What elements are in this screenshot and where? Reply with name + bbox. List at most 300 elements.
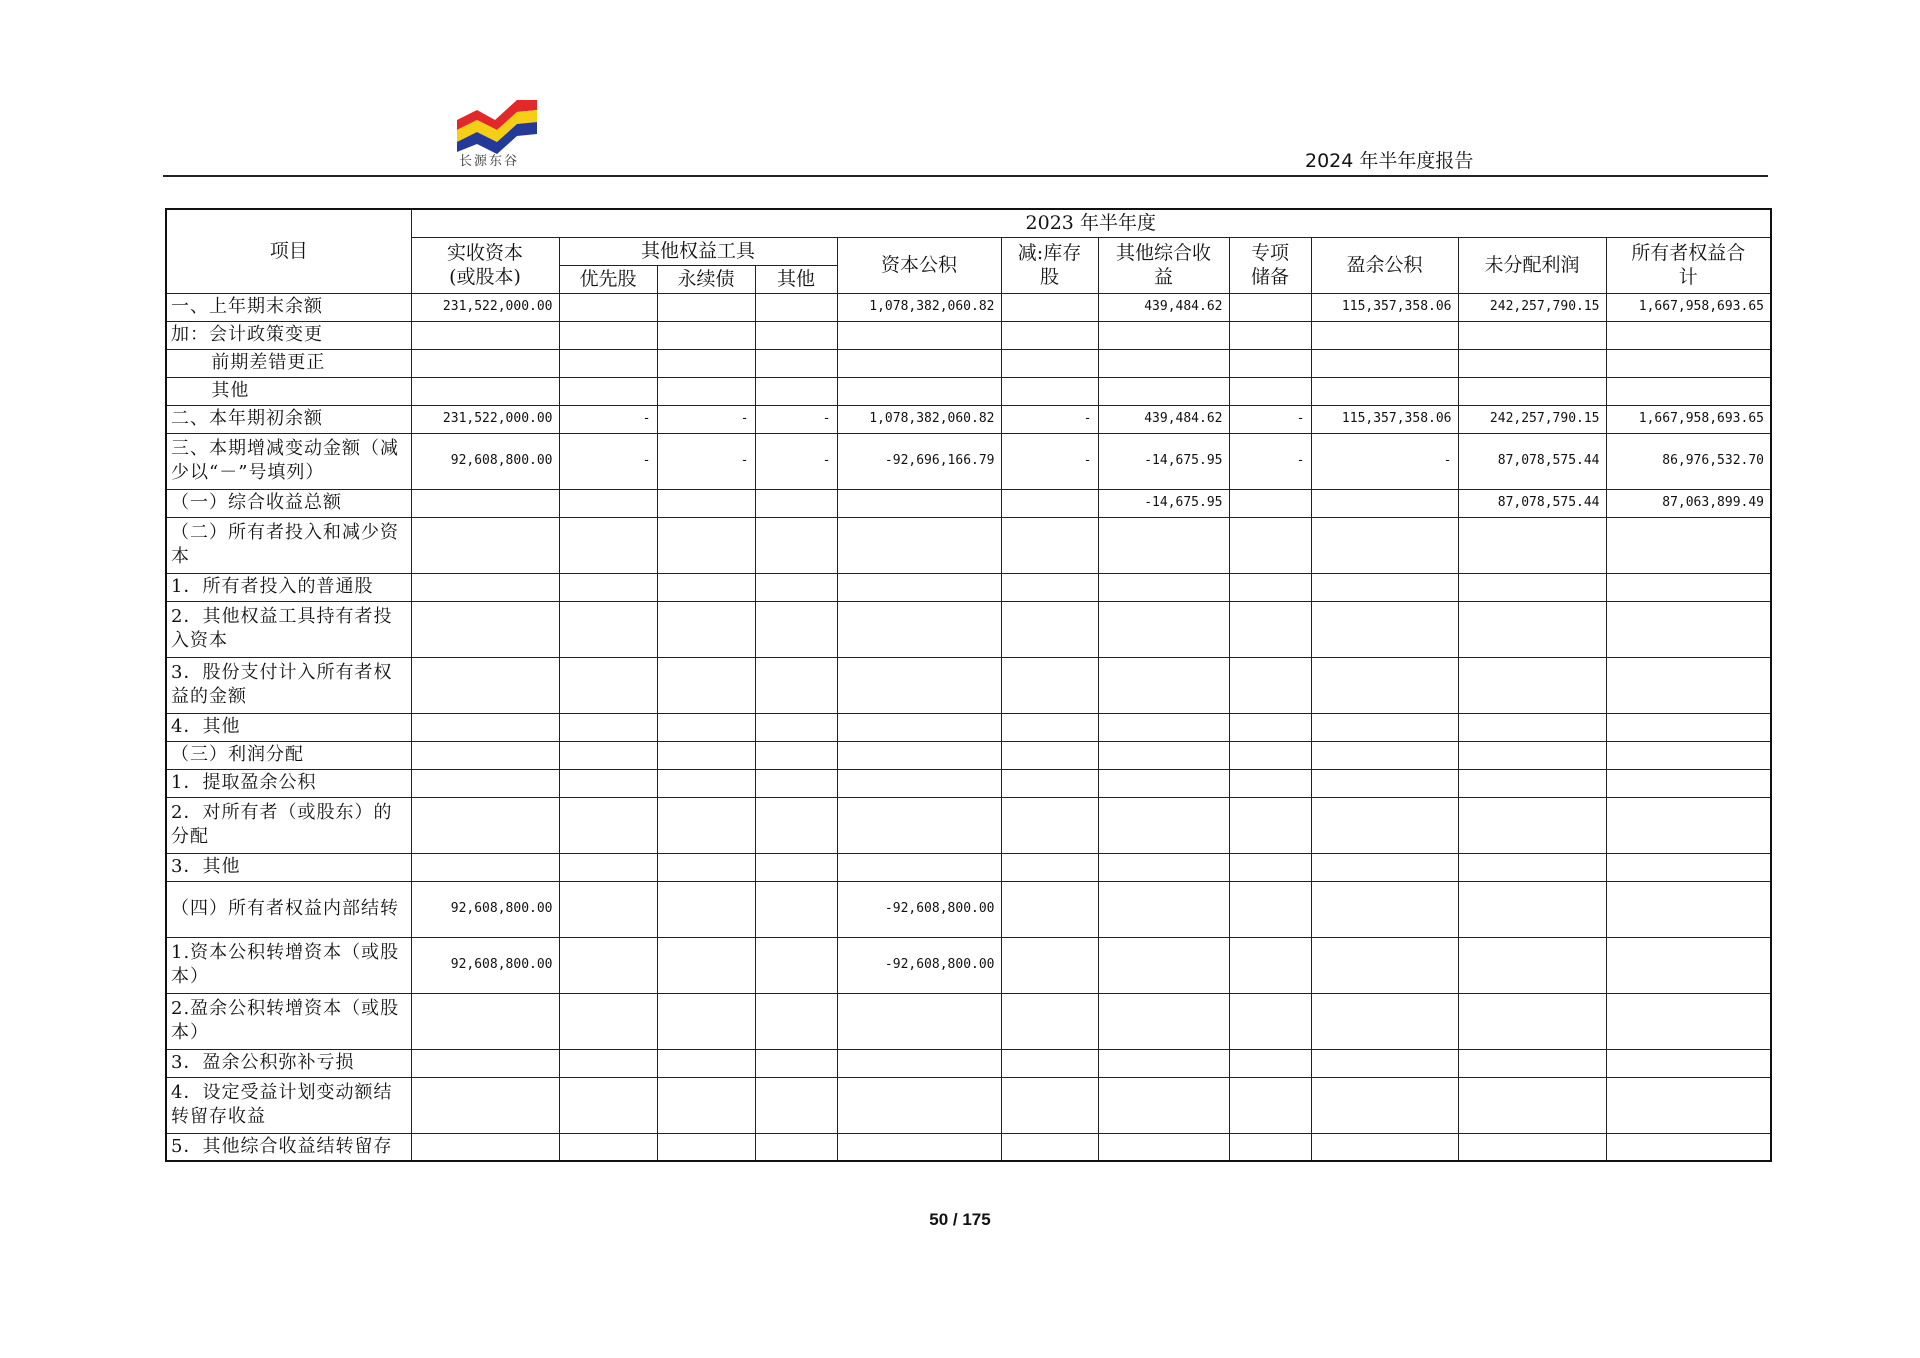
value-cell — [657, 881, 755, 937]
value-cell — [657, 377, 755, 405]
value-cell — [1311, 881, 1458, 937]
value-cell — [1001, 881, 1098, 937]
value-cell — [837, 573, 1001, 601]
value-cell: -92,608,800.00 — [837, 937, 1001, 993]
col-header-other-tool: 其他 — [755, 265, 837, 293]
table-row — [166, 377, 1771, 405]
value-cell — [1001, 321, 1098, 349]
value-cell — [1606, 713, 1771, 741]
value-cell — [1458, 741, 1606, 769]
row-label: 前期差错更正 — [166, 349, 411, 377]
table-row — [166, 349, 1771, 377]
value-cell — [559, 797, 657, 853]
value-cell — [559, 937, 657, 993]
value-cell — [1311, 321, 1458, 349]
value-cell — [411, 797, 559, 853]
equity-change-statement-table — [165, 208, 1772, 1162]
value-cell — [559, 377, 657, 405]
row-label: 4．其他 — [166, 713, 411, 741]
value-cell — [411, 1049, 559, 1077]
table-row — [166, 993, 1771, 1049]
value-cell — [1229, 573, 1311, 601]
value-cell — [1229, 713, 1311, 741]
row-label: 三、本期增减变动金额（减少以“－”号填列） — [166, 433, 411, 489]
value-cell — [559, 489, 657, 517]
value-cell — [755, 993, 837, 1049]
value-cell — [1098, 797, 1229, 853]
value-cell: 92,608,800.00 — [411, 433, 559, 489]
value-cell — [1098, 769, 1229, 797]
row-label: 1．所有者投入的普通股 — [166, 573, 411, 601]
value-cell — [1098, 349, 1229, 377]
value-cell — [1001, 853, 1098, 881]
value-cell — [755, 657, 837, 713]
value-cell — [1606, 881, 1771, 937]
row-label: （三）利润分配 — [166, 741, 411, 769]
value-cell: - — [657, 405, 755, 433]
value-cell — [837, 489, 1001, 517]
value-cell — [1229, 769, 1311, 797]
value-cell — [1458, 993, 1606, 1049]
value-cell — [755, 1133, 837, 1161]
value-cell — [1458, 377, 1606, 405]
row-label: 5．其他综合收益结转留存 — [166, 1133, 411, 1161]
value-cell: 115,357,358.06 — [1311, 405, 1458, 433]
table-row — [166, 713, 1771, 741]
row-label: 2．对所有者（或股东）的分配 — [166, 797, 411, 853]
value-cell: 87,078,575.44 — [1458, 489, 1606, 517]
value-cell — [1229, 377, 1311, 405]
value-cell: 242,257,790.15 — [1458, 293, 1606, 321]
value-cell — [755, 769, 837, 797]
value-cell: 86,976,532.70 — [1606, 433, 1771, 489]
value-cell — [1001, 937, 1098, 993]
value-cell: - — [559, 433, 657, 489]
row-label: （二）所有者投入和减少资本 — [166, 517, 411, 573]
value-cell — [1311, 601, 1458, 657]
value-cell — [1229, 1133, 1311, 1161]
value-cell — [559, 993, 657, 1049]
value-cell — [1098, 377, 1229, 405]
value-cell — [1311, 741, 1458, 769]
value-cell — [1311, 797, 1458, 853]
value-cell — [1098, 713, 1229, 741]
col-header-oci: 其他综合收 益 — [1098, 237, 1229, 293]
value-cell — [411, 489, 559, 517]
value-cell — [837, 601, 1001, 657]
value-cell — [1458, 1077, 1606, 1133]
value-cell — [837, 377, 1001, 405]
value-cell — [1001, 1133, 1098, 1161]
value-cell — [1606, 517, 1771, 573]
value-cell — [1458, 937, 1606, 993]
value-cell — [755, 349, 837, 377]
value-cell — [657, 993, 755, 1049]
value-cell — [1001, 601, 1098, 657]
value-cell — [1311, 1133, 1458, 1161]
row-label: 4．设定受益计划变动额结转留存收益 — [166, 1077, 411, 1133]
value-cell — [1458, 349, 1606, 377]
value-cell — [1001, 657, 1098, 713]
value-cell — [411, 377, 559, 405]
table-row — [166, 937, 1771, 993]
value-cell — [1229, 1049, 1311, 1077]
row-label: 加：会计政策变更 — [166, 321, 411, 349]
value-cell — [1001, 489, 1098, 517]
value-cell — [1458, 881, 1606, 937]
value-cell: - — [657, 433, 755, 489]
value-cell — [755, 741, 837, 769]
value-cell — [1001, 573, 1098, 601]
value-cell — [559, 573, 657, 601]
value-cell — [1606, 1077, 1771, 1133]
value-cell — [1606, 937, 1771, 993]
table-row — [166, 881, 1771, 937]
value-cell — [1458, 769, 1606, 797]
value-cell — [657, 293, 755, 321]
value-cell — [1311, 853, 1458, 881]
value-cell — [1229, 741, 1311, 769]
value-cell — [411, 349, 559, 377]
col-header-capital-reserve: 资本公积 — [837, 237, 1001, 293]
value-cell — [1001, 517, 1098, 573]
value-cell — [837, 657, 1001, 713]
logo-caption: 长源东谷 — [459, 154, 520, 169]
value-cell — [411, 657, 559, 713]
value-cell: 231,522,000.00 — [411, 293, 559, 321]
value-cell — [755, 489, 837, 517]
col-header-other-equity-tools: 其他权益工具 — [559, 237, 837, 265]
value-cell — [411, 573, 559, 601]
table-row — [166, 573, 1771, 601]
value-cell: 1,078,382,060.82 — [837, 405, 1001, 433]
header-divider — [163, 175, 1768, 177]
value-cell — [559, 657, 657, 713]
value-cell — [657, 601, 755, 657]
value-cell — [1229, 1077, 1311, 1133]
value-cell — [837, 741, 1001, 769]
value-cell: -14,675.95 — [1098, 489, 1229, 517]
value-cell — [559, 1133, 657, 1161]
value-cell — [657, 573, 755, 601]
value-cell: 439,484.62 — [1098, 405, 1229, 433]
value-cell — [1001, 769, 1098, 797]
value-cell — [1606, 741, 1771, 769]
value-cell — [1606, 1133, 1771, 1161]
value-cell — [1311, 349, 1458, 377]
value-cell: - — [1001, 405, 1098, 433]
value-cell — [657, 321, 755, 349]
row-label: （一）综合收益总额 — [166, 489, 411, 517]
value-cell: 1,078,382,060.82 — [837, 293, 1001, 321]
value-cell — [559, 517, 657, 573]
table-row — [166, 657, 1771, 713]
value-cell — [837, 713, 1001, 741]
value-cell: -14,675.95 — [1098, 433, 1229, 489]
value-cell: 92,608,800.00 — [411, 937, 559, 993]
col-header-perpetual: 永续债 — [657, 265, 755, 293]
table-row — [166, 797, 1771, 853]
value-cell — [1458, 797, 1606, 853]
table-row — [166, 741, 1771, 769]
value-cell — [755, 797, 837, 853]
value-cell — [755, 1077, 837, 1133]
value-cell — [657, 741, 755, 769]
value-cell: - — [755, 433, 837, 489]
value-cell — [1001, 1049, 1098, 1077]
value-cell — [1098, 573, 1229, 601]
value-cell — [411, 853, 559, 881]
row-label: 其他 — [166, 377, 411, 405]
col-header-treasury-stock: 减:库存 股 — [1001, 237, 1098, 293]
value-cell — [657, 713, 755, 741]
value-cell: - — [1229, 405, 1311, 433]
value-cell — [1001, 1077, 1098, 1133]
value-cell — [1606, 377, 1771, 405]
value-cell — [559, 1049, 657, 1077]
value-cell — [1098, 321, 1229, 349]
value-cell — [657, 853, 755, 881]
value-cell — [411, 517, 559, 573]
value-cell — [755, 377, 837, 405]
value-cell — [1229, 881, 1311, 937]
value-cell — [559, 601, 657, 657]
value-cell — [1001, 293, 1098, 321]
value-cell — [1098, 881, 1229, 937]
value-cell: - — [1311, 433, 1458, 489]
value-cell — [1458, 1133, 1606, 1161]
value-cell — [1606, 601, 1771, 657]
table-row — [166, 293, 1771, 321]
value-cell — [559, 853, 657, 881]
value-cell — [1606, 797, 1771, 853]
table-row — [166, 1049, 1771, 1077]
value-cell: 87,078,575.44 — [1458, 433, 1606, 489]
value-cell — [657, 489, 755, 517]
value-cell — [1606, 349, 1771, 377]
table-row — [166, 517, 1771, 573]
value-cell — [657, 769, 755, 797]
page-number: 50 / 175 — [929, 1210, 991, 1229]
value-cell — [1311, 1049, 1458, 1077]
value-cell — [1229, 293, 1311, 321]
value-cell — [411, 713, 559, 741]
value-cell — [1001, 713, 1098, 741]
row-label: （四）所有者权益内部结转 — [166, 881, 411, 937]
value-cell — [755, 881, 837, 937]
value-cell — [1229, 797, 1311, 853]
value-cell — [755, 573, 837, 601]
value-cell — [411, 601, 559, 657]
value-cell — [1458, 657, 1606, 713]
row-label: 3．其他 — [166, 853, 411, 881]
value-cell — [411, 741, 559, 769]
value-cell — [1001, 993, 1098, 1049]
value-cell — [837, 1077, 1001, 1133]
table-row — [166, 321, 1771, 349]
value-cell — [1311, 1077, 1458, 1133]
value-cell — [837, 1049, 1001, 1077]
value-cell — [1229, 601, 1311, 657]
value-cell — [1458, 573, 1606, 601]
value-cell — [755, 1049, 837, 1077]
row-label: 3．盈余公积弥补亏损 — [166, 1049, 411, 1077]
value-cell — [657, 937, 755, 993]
value-cell — [1458, 1049, 1606, 1077]
value-cell: 92,608,800.00 — [411, 881, 559, 937]
value-cell — [1311, 993, 1458, 1049]
value-cell: - — [559, 405, 657, 433]
value-cell — [1098, 937, 1229, 993]
value-cell — [1311, 937, 1458, 993]
value-cell — [755, 937, 837, 993]
value-cell — [1229, 321, 1311, 349]
col-header-paid-in-capital: 实收资本 (或股本) — [411, 237, 559, 293]
value-cell: 87,063,899.49 — [1606, 489, 1771, 517]
value-cell — [1098, 741, 1229, 769]
value-cell — [1458, 853, 1606, 881]
row-label: 一、上年期末余额 — [166, 293, 411, 321]
value-cell — [1098, 1133, 1229, 1161]
value-cell — [1458, 517, 1606, 573]
value-cell — [1098, 993, 1229, 1049]
value-cell — [657, 1077, 755, 1133]
value-cell — [559, 769, 657, 797]
value-cell — [411, 1133, 559, 1161]
value-cell — [1311, 657, 1458, 713]
value-cell — [1606, 573, 1771, 601]
value-cell — [837, 321, 1001, 349]
value-cell — [755, 601, 837, 657]
value-cell — [755, 713, 837, 741]
col-header-total-equity: 所有者权益合 计 — [1606, 237, 1771, 293]
value-cell — [1098, 1077, 1229, 1133]
value-cell — [1098, 601, 1229, 657]
value-cell — [559, 741, 657, 769]
table-row — [166, 489, 1771, 517]
table-row — [166, 1077, 1771, 1133]
value-cell — [1311, 573, 1458, 601]
value-cell: - — [1001, 433, 1098, 489]
table-row — [166, 405, 1771, 433]
value-cell — [1458, 601, 1606, 657]
value-cell — [657, 797, 755, 853]
value-cell — [1606, 993, 1771, 1049]
value-cell — [1311, 377, 1458, 405]
value-cell — [755, 517, 837, 573]
value-cell — [1606, 321, 1771, 349]
value-cell — [411, 321, 559, 349]
value-cell — [837, 349, 1001, 377]
value-cell — [657, 349, 755, 377]
value-cell — [755, 853, 837, 881]
value-cell — [1311, 517, 1458, 573]
col-header-item: 项目 — [166, 209, 411, 293]
value-cell — [1229, 937, 1311, 993]
row-label: 3．股份支付计入所有者权益的金额 — [166, 657, 411, 713]
row-label: 1．提取盈余公积 — [166, 769, 411, 797]
value-cell — [837, 769, 1001, 797]
value-cell — [1001, 377, 1098, 405]
value-cell — [755, 321, 837, 349]
col-header-preferred: 优先股 — [559, 265, 657, 293]
value-cell — [1229, 993, 1311, 1049]
value-cell — [657, 1049, 755, 1077]
table-row — [166, 601, 1771, 657]
value-cell — [657, 517, 755, 573]
row-label: 2．其他权益工具持有者投入资本 — [166, 601, 411, 657]
col-header-special-reserve: 专项 储备 — [1229, 237, 1311, 293]
value-cell: -92,696,166.79 — [837, 433, 1001, 489]
value-cell — [1098, 853, 1229, 881]
value-cell: 242,257,790.15 — [1458, 405, 1606, 433]
value-cell — [1606, 1049, 1771, 1077]
row-label: 1.资本公积转增资本（或股本） — [166, 937, 411, 993]
value-cell — [1606, 657, 1771, 713]
row-label: 二、本年期初余额 — [166, 405, 411, 433]
value-cell — [411, 1077, 559, 1133]
table-row — [166, 769, 1771, 797]
row-label: 2.盈余公积转增资本（或股本） — [166, 993, 411, 1049]
value-cell — [657, 1133, 755, 1161]
value-cell — [837, 1133, 1001, 1161]
value-cell — [1606, 769, 1771, 797]
col-header-undistributed-profit: 未分配利润 — [1458, 237, 1606, 293]
value-cell — [1229, 657, 1311, 713]
value-cell — [559, 1077, 657, 1133]
value-cell — [559, 321, 657, 349]
value-cell: - — [755, 405, 837, 433]
value-cell: 1,667,958,693.65 — [1606, 293, 1771, 321]
value-cell — [1311, 769, 1458, 797]
value-cell — [559, 349, 657, 377]
value-cell — [1229, 489, 1311, 517]
value-cell — [837, 517, 1001, 573]
value-cell — [559, 713, 657, 741]
value-cell — [1311, 489, 1458, 517]
table-row — [166, 433, 1771, 489]
value-cell — [1001, 797, 1098, 853]
value-cell — [755, 293, 837, 321]
table-row — [166, 1133, 1771, 1161]
value-cell — [837, 797, 1001, 853]
value-cell — [1458, 321, 1606, 349]
value-cell — [1458, 713, 1606, 741]
value-cell — [1001, 741, 1098, 769]
statement-body — [166, 293, 1771, 1161]
col-header-surplus-reserve: 盈余公积 — [1311, 237, 1458, 293]
value-cell — [411, 993, 559, 1049]
value-cell — [1229, 853, 1311, 881]
value-cell: 115,357,358.06 — [1311, 293, 1458, 321]
value-cell — [1606, 853, 1771, 881]
value-cell — [559, 881, 657, 937]
value-cell: -92,608,800.00 — [837, 881, 1001, 937]
value-cell: 1,667,958,693.65 — [1606, 405, 1771, 433]
report-title: 2024 年半年度报告 — [1305, 150, 1474, 172]
value-cell — [1229, 517, 1311, 573]
value-cell — [1098, 657, 1229, 713]
value-cell — [1229, 349, 1311, 377]
value-cell — [1098, 1049, 1229, 1077]
value-cell — [1311, 713, 1458, 741]
value-cell: 231,522,000.00 — [411, 405, 559, 433]
period-title: 2023 年半年度 — [411, 209, 1771, 237]
value-cell — [1001, 349, 1098, 377]
table-row — [166, 853, 1771, 881]
value-cell — [657, 657, 755, 713]
value-cell: 439,484.62 — [1098, 293, 1229, 321]
